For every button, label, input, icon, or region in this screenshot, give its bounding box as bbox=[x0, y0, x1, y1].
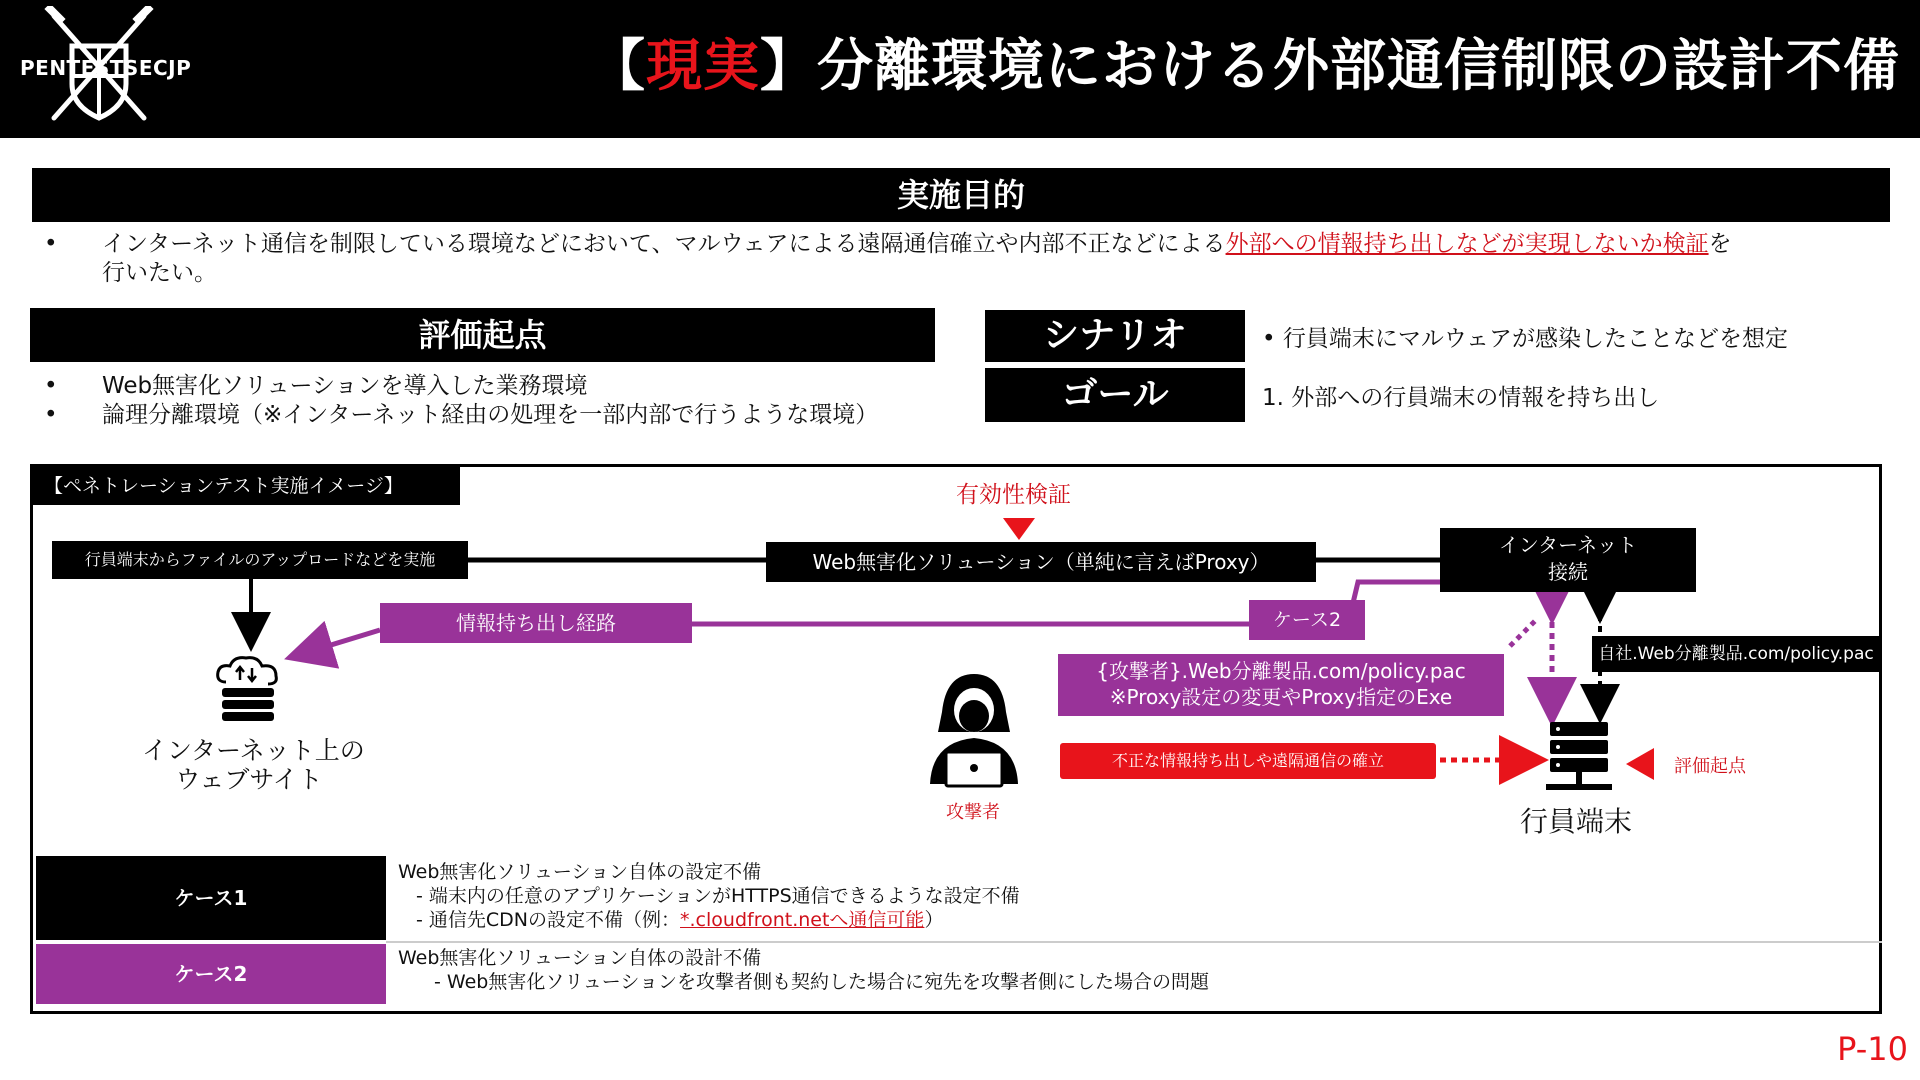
eval-start-label: 評価起点 bbox=[1674, 756, 1746, 777]
terminal-label: 行員端末 bbox=[1520, 805, 1633, 838]
diagram-frame-label: 【ペネトレーションテスト実施イメージ】 bbox=[32, 467, 460, 505]
illegal-exfil-box: 不正な情報持ち出しや遠隔通信の確立 bbox=[1060, 743, 1436, 779]
terminal-server-icon bbox=[1546, 720, 1612, 796]
cloud-server-icon bbox=[212, 654, 284, 724]
page-number: P-10 bbox=[1837, 1030, 1908, 1068]
list-item: • 論理分離環境（※インターネット経由の処理を一部内部で行うような環境） bbox=[44, 402, 879, 428]
case2-tag: ケース2 bbox=[1249, 600, 1365, 640]
proxy-box: Web無害化ソリューション（単純に言えばProxy） bbox=[766, 542, 1316, 582]
case2-label: ケース2 bbox=[36, 944, 386, 1004]
attacker-pac-box: {攻撃者}.Web分離製品.com/policy.pac ※Proxy設定の変更やProxy指定のExe bbox=[1058, 654, 1504, 716]
upload-box: 行員端末からファイルのアップロードなどを実施 bbox=[52, 541, 468, 579]
case2-description: Web無害化ソリューション自体の設計不備 - Web無害化ソリューションを攻撃者側も契約した場合に宛先を攻撃者側にした場合の問題 bbox=[398, 947, 1209, 993]
logo-text: PENTESTSECJP bbox=[20, 56, 192, 80]
cdn-example-link: *.cloudfront.netへ通信可能 bbox=[680, 909, 925, 931]
goal-text: 1. 外部への行員端末の情報を持ち出し bbox=[1262, 385, 1660, 411]
page-title: 【現実】分離環境における外部通信制限の設計不備 bbox=[589, 34, 1900, 99]
start-point-heading: 評価起点 bbox=[30, 308, 935, 362]
objective-heading: 実施目的 bbox=[32, 168, 1890, 222]
case1-description: Web無害化ソリューション自体の設定不備 - 端末内の任意のアプリケーションがHTTPS通信できるような設定不備 - 通信先CDNの設定不備（例：*.cloudfront.netへ通信可能） bbox=[398, 861, 1020, 931]
hacker-icon bbox=[924, 672, 1024, 790]
table-divider bbox=[386, 941, 1882, 943]
objective-highlight: 外部への情報持ち出しなどが実現しないか検証 bbox=[1225, 231, 1709, 257]
start-point-list bbox=[44, 372, 944, 430]
goal-label: ゴール bbox=[985, 368, 1245, 422]
internet-connection-box: インターネット 接続 bbox=[1440, 528, 1696, 592]
scenario-text: • 行員端末にマルウェアが感染したことなどを想定 bbox=[1262, 326, 1788, 352]
attacker-label: 攻撃者 bbox=[946, 802, 1000, 823]
exfil-route-box: 情報持ち出し経路 bbox=[380, 603, 692, 643]
case-table bbox=[36, 856, 1882, 1004]
own-pac-box: 自社.Web分離製品.com/policy.pac bbox=[1592, 636, 1880, 672]
website-label: インターネット上の ウェブサイト bbox=[142, 736, 365, 794]
validity-label: 有効性検証 bbox=[956, 482, 1071, 508]
case1-label: ケース1 bbox=[36, 856, 386, 940]
list-item: • Web無害化ソリューションを導入した業務環境 bbox=[44, 373, 588, 399]
title-highlight: 現実 bbox=[646, 34, 760, 99]
scenario-label: シナリオ bbox=[985, 310, 1245, 362]
objective-text: • インターネット通信を制限している環境などにおいて、マルウェアによる遠隔通信確立や内部不正などによる外部への情報持ち出しなどが実現しないか検証を 行いたい。 bbox=[44, 231, 1732, 286]
